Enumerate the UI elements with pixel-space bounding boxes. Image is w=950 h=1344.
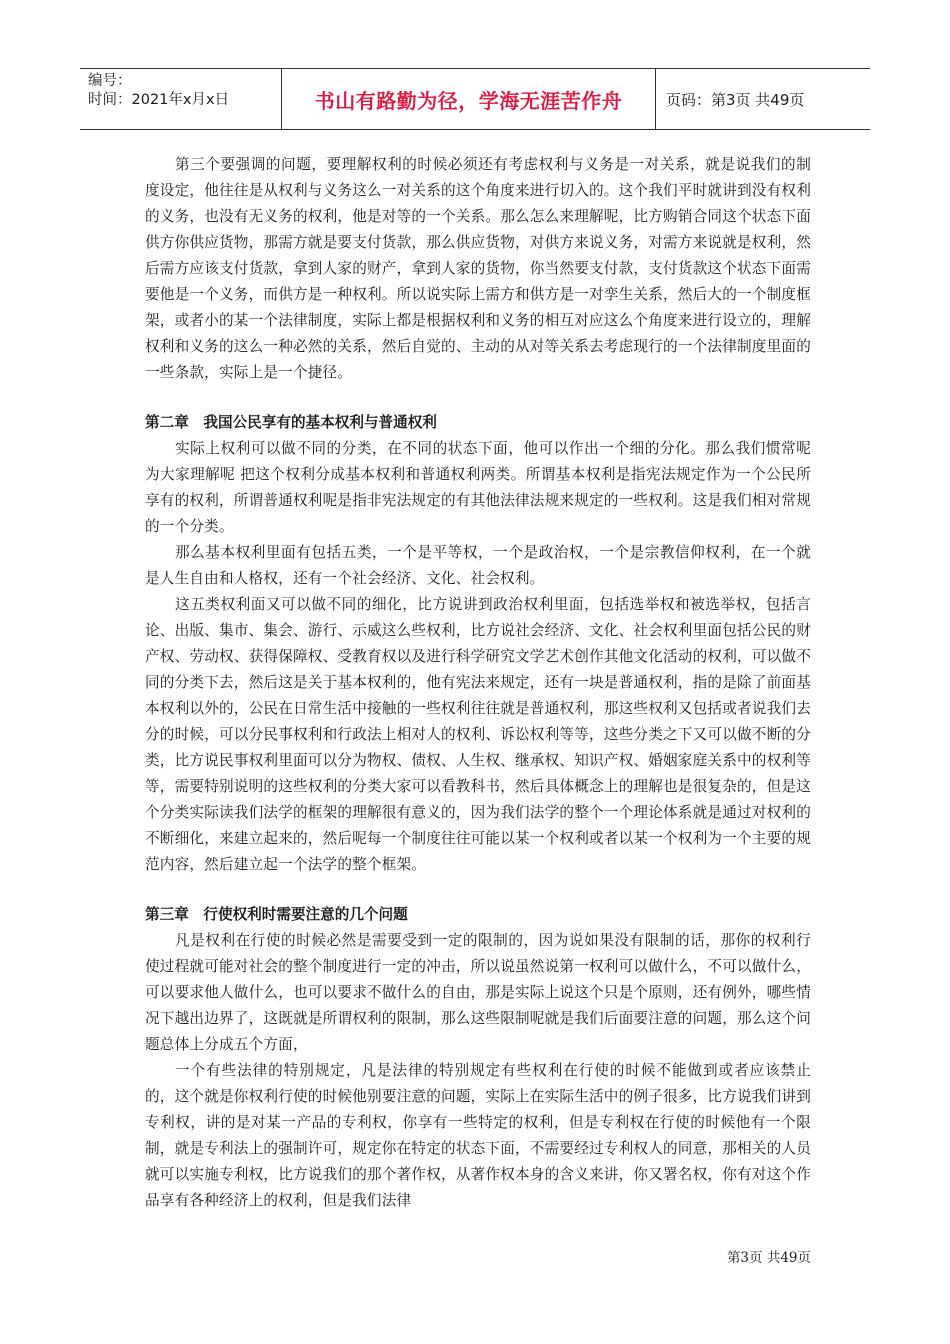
page-header [80, 68, 870, 130]
chapter-2-paragraph-3: 这五类权利面又可以做不同的细化，比方说讲到政治权利里面，包括选举权和被选举权，包括言论、出版、集市、集会、游行、示威这么些权利，比方说社会经济、文化、社会权利里面包括公民的财产权、劳动权、获得保障权、受教育权以及进行科学研究文学艺术创作其他文化活动的权利，可以做不同的分类下去，然后这是关于基本权利的，他有宪法来规定，还有一块是普通权利，指的是除了前面基本权利以外的，公民在日常生活中接触的一些权利往往就是普通权利，那这些权利又包括或者说我们去分的时候，可以分民事权利和行政法上相对人的权利、诉讼权利等等，这些分类之下又可以做不断的分类，比方说民事权利里面可以分为物权、债权、人生权、继承权、知识产权、婚姻家庭关系中的权利等等，需要特别说明的这些权利的分类大家可以看教科书，然后具体概念上的理解也是很复杂的，但是这个分类实际读我们法学的框架的理解很有意义的，因为我们法学的整个一个理论体系就是通过对权利的不断细化，来建立起来的，然后呢每一个制度往往可能以某一个权利或者以某一个权利为一个主要的规范内容，然后建立起一个法学的整个框架。 [145, 596, 811, 873]
chapter-2-heading: 第二章 我国公民享有的基本权利与普通权利 [145, 414, 437, 431]
chapter-3-heading: 第三章 行使权利时需要注意的几个问题 [145, 906, 408, 923]
page-footer-number: 第3页 共49页 [726, 1250, 811, 1266]
chapter-2-paragraph-2: 那么基本权利里面有包括五类，一个是平等权，一个是政治权，一个是宗教信仰权利，在一个就是人生自由和人格权，还有一个社会经济、文化、社会权利。 [145, 544, 811, 587]
intro-paragraph: 第三个要强调的问题，要理解权利的时候必须还有考虑权利与义务是一对关系，就是说我们的制度设定，他往往是从权利与义务这么一对关系的这个角度来进行切入的。这个我们平时就讲到没有权利的义务，也没有无义务的权利，他是对等的一个关系。那么怎么来理解呢，比方购销合同这个状态下面供方你供应货物，那需方就是要支付货款，那么供应货物，对供方来说义务，对需方来说就是权利，然后需方应该支付货款，拿到人家的财产，拿到人家的货物，你当然要支付款，支付货款这个状态下面需要他是一个义务，而供方是一种权利。所以说实际上需方和供方是一对孪生关系，然后大的一个制度框架，或者小的某一个法律制度，实际上都是根据权利和义务的相互对应这么个角度来进行设立的，理解权利和义务的这么一种必然的关系，然后自觉的、主动的从对等关系去考虑现行的一个法律制度里面的一些条款，实际上是一个捷径。 [145, 156, 811, 381]
chapter-2-paragraph-1: 实际上权利可以做不同的分类，在不同的状态下面，他可以作出一个细的分化。那么我们惯常呢为大家理解呢 把这个权利分成基本权利和普通权利两类。所谓基本权利是指宪法规定作为一个公民所享有的权利，所谓普通权利呢是指非宪法规定的有其他法律法规来规定的一些权利。这是我们相对常规的一个分类。 [145, 440, 811, 535]
header-meta [80, 69, 282, 129]
header-motto: 书山有路勤为径，学海无涯苦作舟 [282, 69, 656, 129]
header-page-number: 页码：第3页 共49页 [666, 90, 805, 109]
chapter-3-paragraph-2: 一个有些法律的特别规定，凡是法律的特别规定有些权利在行使的时候不能做到或者应该禁止的，这个就是你权利行使的时候他别要注意的问题，实际上在实际生活中的例子很多，比方说我们讲到专利权，讲的是对某一产品的专利权，你享有一些特定的权利，但是专利权在行使的时候他有一个限制，就是专利法上的强制许可，规定你在特定的状态下面，不需要经过专利权人的同意，那相关的人员就可以实施专利权，比方说我们的那个著作权，从著作权本身的含义来讲，你又署名权，你有对这个作品享有各种经济上的权利，但是我们法律 [145, 1062, 811, 1209]
document-date: 时间：2021年x月x日 [88, 92, 230, 108]
chapter-3-paragraph-1: 凡是权利在行使的时候必然是需要受到一定的限制的，因为说如果没有限制的话，那你的权利行使过程就可能对社会的整个制度进行一定的冲击，所以说虽然说第一权利可以做什么，不可以做什么，可以要求他人做什么，也可以要求不做什么的自由，那是实际上说这个只是个原则，还有例外，哪些情况下越出边界了，这既就是所谓权利的限制，那么这些限制呢就是我们后面要注意的问题，那么这个问题总体上分成五个方面， [145, 932, 811, 1053]
document-body [145, 152, 811, 1214]
document-number-label: 编号： [88, 73, 132, 89]
